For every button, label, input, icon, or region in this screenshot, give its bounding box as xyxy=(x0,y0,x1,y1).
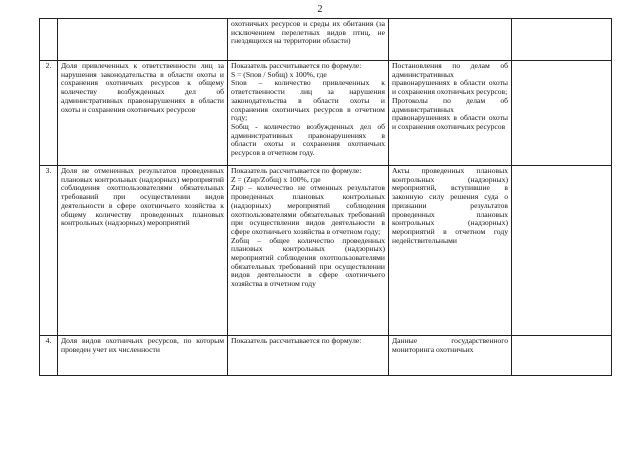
method-text: Показатель рассчитывается по формуле: xyxy=(231,336,362,345)
calculation-method xyxy=(228,19,389,61)
row-number: 4. xyxy=(40,336,58,376)
row-number: 2. xyxy=(40,61,58,166)
data-source: Акты проведенных плановых контрольных (надзорных) мероприятий, вступившие в законную силу решения суда о признании результатов проведенных плановых контрольных (надзорных) мероприятий в отчетном году недействительными xyxy=(389,166,512,336)
extra-cell xyxy=(512,61,612,166)
calculation-method xyxy=(228,61,389,166)
table-row xyxy=(40,61,612,166)
data-source xyxy=(389,61,512,166)
table-row xyxy=(40,19,612,61)
method-text: охотничьих ресурсов и среды их обитания (за исключением перелетных видов птиц, не гнездящихся на территории области) xyxy=(231,19,385,46)
calculation-method xyxy=(228,166,389,336)
method-formula: S = (Sпов / Sобщ) х 100%, где xyxy=(231,69,327,79)
method-text: Zнр – количество не отменных результатов проведенных плановых контрольных (надзорных) мероприятий соблюдения охотпользователями обязательных требований при осуществлении видов деятельности в сфере охотничьего хозяйства в отчетном году; xyxy=(231,183,385,236)
table-row xyxy=(40,336,612,376)
method-text: Sобщ - количество возбужденных дел об административных правонарушениях в области охоты и сохранения охотничьих ресурсов в отчетном году. xyxy=(231,121,385,158)
method-formula: Z = (Zнр/Zобщ) х 100%, где xyxy=(231,174,321,184)
extra-cell xyxy=(512,336,612,376)
indicator-name: Доля видов охотничьих ресурсов, по которым проведен учет их численности xyxy=(58,336,228,376)
extra-cell xyxy=(512,19,612,61)
source-text: Протоколы по делам об административных правонарушениях в области охоты и сохранения охотничьих ресурсов xyxy=(392,95,508,131)
method-text: Показатель рассчитывается по формуле: xyxy=(231,61,362,70)
indicator-name xyxy=(58,19,228,61)
data-source xyxy=(389,19,512,61)
table-row xyxy=(40,166,612,336)
indicators-table xyxy=(39,18,612,376)
page-number: 2 xyxy=(317,4,323,15)
source-text: Постановления по делам об административных правонарушениях в области охоты и сохранения охотничьих ресурсов; xyxy=(392,61,508,97)
calculation-method xyxy=(228,336,389,376)
method-text: Sпов – количество привлеченных к ответственности лиц за нарушения законодательства в области охоты и сохранения охотничьих ресурсов в отчетном году; xyxy=(231,78,385,123)
indicator-name: Доля не отмененных результатов проведенных плановых контрольных (надзорных) мероприятий соблюдения охотпользователями обязательных требований при осуществлении видов деятельности в сфере охотничьего хозяйства к общему количеству проведенных плановых контрольных (надзорных) мероприятий xyxy=(58,166,228,336)
method-text: Zобщ – общее количество проведенных плановых контрольных (надзорных) мероприятий соблюдения охотпользователями обязательных требований при осуществлении видов деятельности в сфере охотничьего хозяйства в отчетном году xyxy=(231,235,385,289)
row-number: 3. xyxy=(40,166,58,336)
method-text: Показатель рассчитывается по формуле: xyxy=(231,166,362,175)
indicator-name: Доля привлеченных к ответственности лиц за нарушения законодательства в области охоты и сохранения охотничьих ресурсов к общему количеству возбужденных дел об административных правонарушениях в области охоты и сохранения охотничьих ресурсов xyxy=(58,61,228,166)
extra-cell xyxy=(512,166,612,336)
data-source: Данные государственного мониторинга охотничьих xyxy=(389,336,512,376)
row-number xyxy=(40,19,58,61)
